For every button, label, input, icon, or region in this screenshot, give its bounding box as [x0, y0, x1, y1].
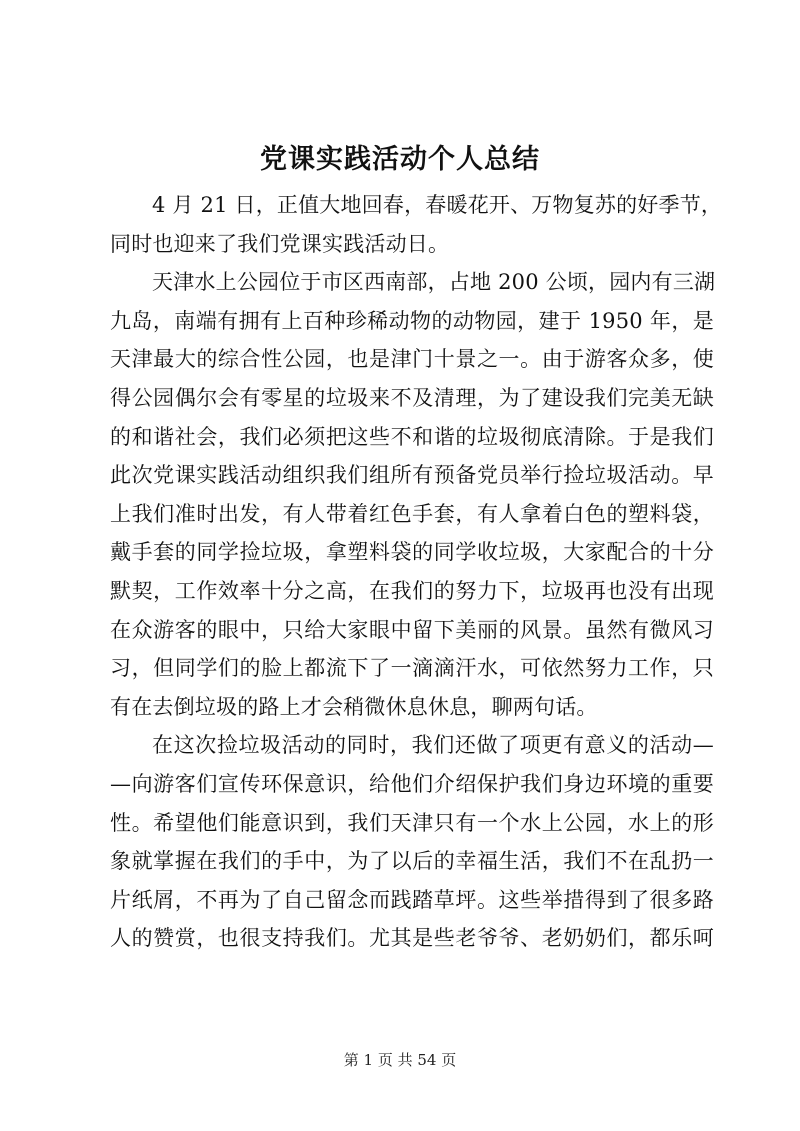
- paragraph-2-line-6: 此次党课实践活动组织我们组所有预备党员举行捡垃圾活动。早: [110, 463, 714, 488]
- paragraph-2-line-4: 得公园偶尔会有零星的垃圾来不及清理，为了建设我们完美无缺: [110, 385, 714, 410]
- paragraph-3-line-2: —向游客们宣传环保意识，给他们介绍保护我们身边环境的重要: [110, 771, 714, 796]
- paragraph-2-line-12: 有在去倒垃圾的路上才会稍微休息休息，聊两句话。: [110, 694, 598, 719]
- paragraph-3-line-5: 片纸屑，不再为了自己留念而践踏草坪。这些举措得到了很多路: [110, 887, 714, 912]
- paragraph-2-line-7: 上我们准时出发，有人带着红色手套，有人拿着白色的塑料袋，: [110, 501, 714, 526]
- paragraph-2-line-1: 天津水上公园位于市区西南部，占地 200 公顷，园内有三湖: [152, 270, 716, 295]
- paragraph-2-line-3: 天津最大的综合性公园，也是津门十景之一。由于游客众多，使: [110, 347, 714, 372]
- paragraph-2-line-9: 默契，工作效率十分之高，在我们的努力下，垃圾再也没有出现: [110, 578, 714, 603]
- paragraph-2-line-2: 九岛，南端有拥有上百种珍稀动物的动物园，建于 1950 年，是: [110, 308, 714, 333]
- paragraph-2-line-11: 习，但同学们的脸上都流下了一滴滴汗水，可依然努力工作，只: [110, 656, 714, 681]
- paragraph-2-line-10: 在众游客的眼中，只给大家眼中留下美丽的风景。虽然有微风习: [110, 617, 714, 642]
- paragraph-3-line-6: 人的赞赏，也很支持我们。尤其是些老爷爷、老奶奶们，都乐呵: [110, 926, 714, 951]
- paragraph-3-line-4: 象就掌握在我们的手中，为了以后的幸福生活，我们不在乱扔一: [110, 849, 714, 874]
- paragraph-3-line-1: 在这次捡垃圾活动的同时，我们还做了项更有意义的活动—: [152, 733, 714, 758]
- paragraph-2-line-5: 的和谐社会，我们必须把这些不和谐的垃圾彻底清除。于是我们: [110, 424, 714, 449]
- document-body: [110, 186, 723, 958]
- paragraph-3-line-3: 性。希望他们能意识到，我们天津只有一个水上公园，水上的形: [110, 810, 714, 835]
- page-number-footer: 第 1 页 共 54 页: [343, 1051, 457, 1069]
- paragraph-1-line-2: 同时也迎来了我们党课实践活动日。: [110, 231, 450, 256]
- paragraph-2-line-8: 戴手套的同学捡垃圾，拿塑料袋的同学收垃圾，大家配合的十分: [110, 540, 714, 565]
- document-title: 党课实践活动个人总结: [260, 144, 540, 175]
- paragraph-1-line-1: 4 月 21 日，正值大地回春，春暖花开、万物复苏的好季节，: [152, 193, 723, 217]
